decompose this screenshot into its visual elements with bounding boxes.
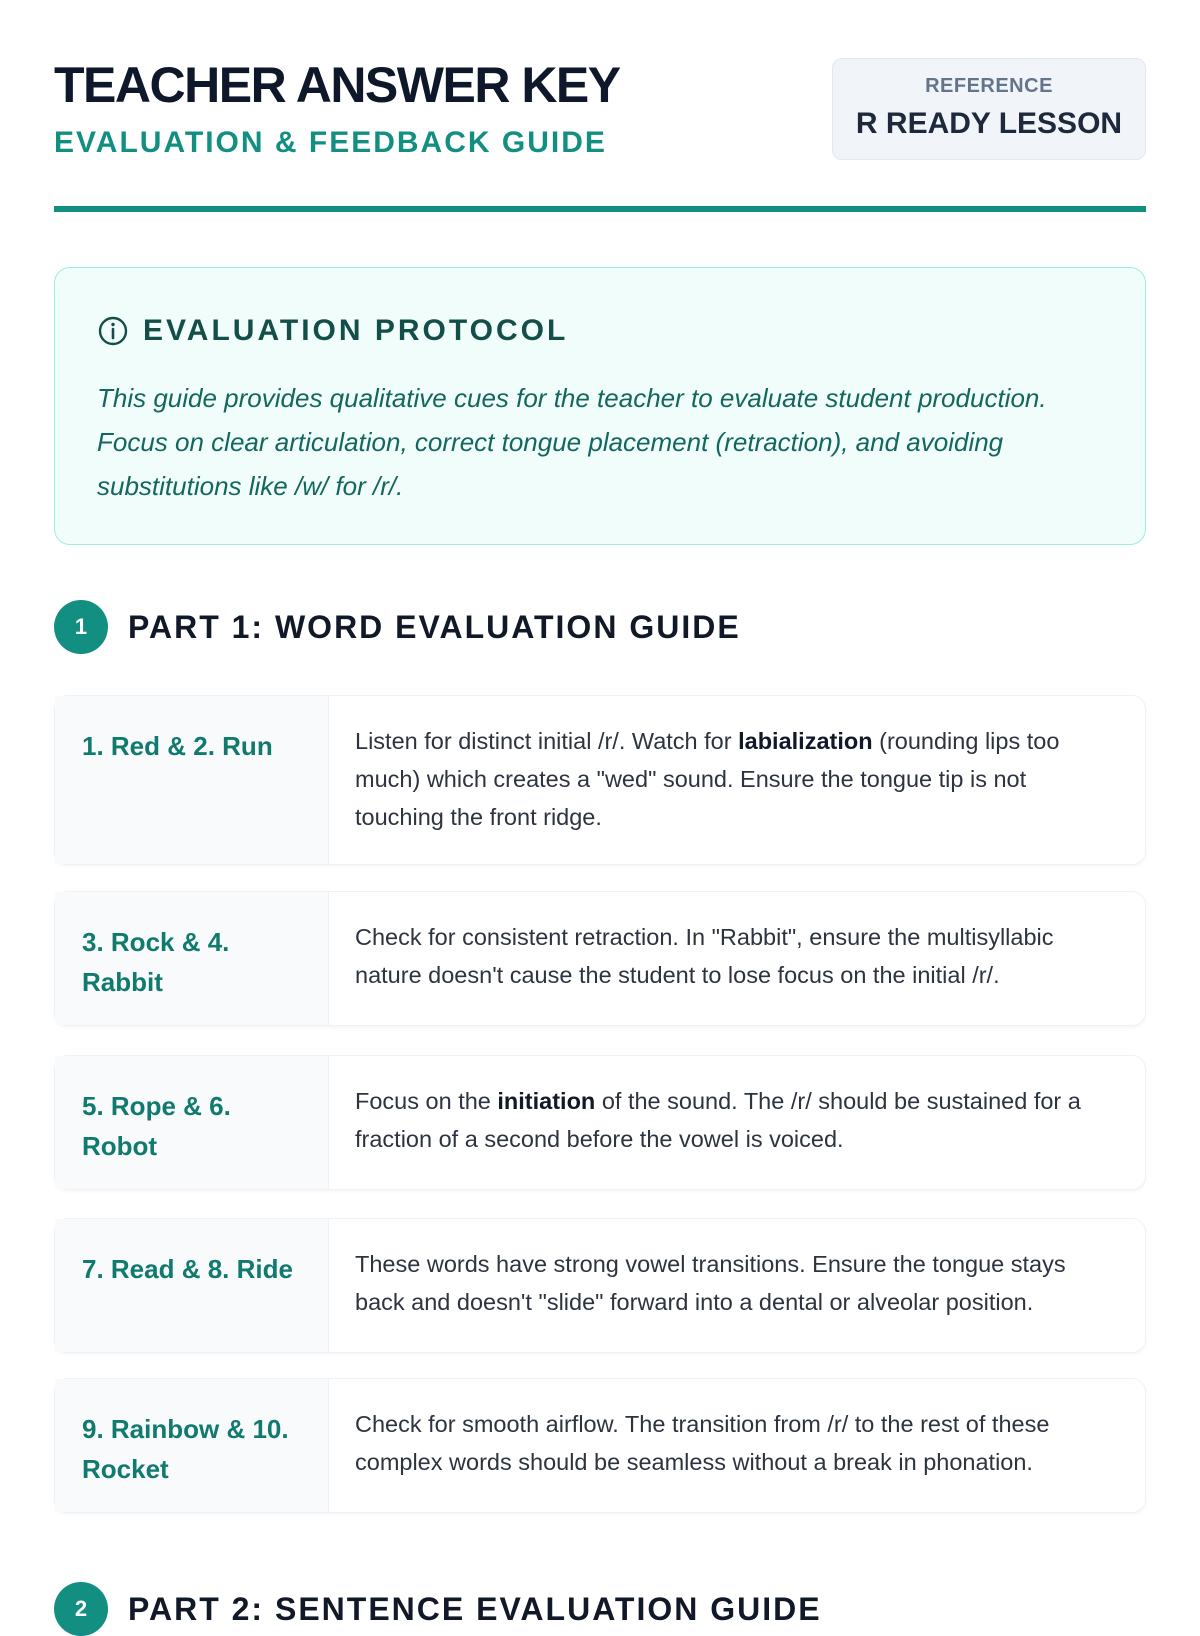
page-content	[54, 0, 1146, 1627]
reference-badge	[832, 58, 1146, 160]
evaluation-row-description	[329, 1379, 1145, 1512]
evaluation-row-description	[329, 696, 1145, 864]
evaluation-row-description	[329, 1219, 1145, 1352]
evaluation-row-description	[329, 1056, 1145, 1189]
description-text: Listen for distinct initial /r/. Watch for	[355, 728, 739, 754]
description-text: These words have strong vowel transitions. Ensure the tongue stays back and doesn't "slide" forward into a dental or alveolar position.	[355, 1251, 1066, 1315]
protocol-title: EVALUATION PROTOCOL	[143, 314, 569, 347]
evaluation-row	[54, 1218, 1146, 1353]
description-text: Focus on the	[355, 1088, 498, 1114]
protocol-text: This guide provides qualitative cues for the teacher to evaluate student production. Focus on clear articulation, correct tongue placement (retraction), and avoiding substitutions like /w/ for /r/.	[97, 383, 1047, 501]
evaluation-row	[54, 1055, 1146, 1190]
page-title: TEACHER ANSWER KEY	[54, 57, 620, 113]
evaluation-row	[54, 1378, 1146, 1513]
part1-title: PART 1: WORD EVALUATION GUIDE	[128, 608, 741, 645]
evaluation-row-words: 7. Read & 8. Ride	[55, 1219, 329, 1352]
reference-label: REFERENCE	[925, 75, 1053, 97]
evaluation-row-words: 5. Rope & 6. Robot	[55, 1056, 329, 1189]
description-text: of the sound. The /r/ should be sustained for a fraction of a second before the vowel is voiced.	[355, 1088, 1081, 1152]
evaluation-row-words: 3. Rock & 4. Rabbit	[55, 892, 329, 1025]
evaluation-row	[54, 891, 1146, 1026]
evaluation-row-words: 1. Red & 2. Run	[55, 696, 329, 864]
description-text: Check for consistent retraction. In "Rabbit", ensure the multisyllabic nature doesn't cause the student to lose focus on the initial /r/.	[355, 924, 1054, 988]
page-subtitle: EVALUATION & FEEDBACK GUIDE	[54, 126, 607, 159]
description-text: (rounding lips too much) which creates a "wed" sound. Ensure the tongue tip is not touching the front ridge.	[355, 728, 1060, 830]
part1-number-badge: 1	[54, 600, 108, 654]
evaluation-row-description	[329, 892, 1145, 1025]
evaluation-row	[54, 695, 1146, 865]
evaluation-protocol-box	[54, 267, 1146, 545]
page-header	[54, 0, 1146, 212]
description-emphasis: labialization	[738, 728, 873, 754]
evaluation-row-words: 9. Rainbow & 10. Rocket	[55, 1379, 329, 1512]
reference-value: R READY LESSON	[855, 107, 1123, 140]
description-emphasis: initiation	[497, 1088, 596, 1114]
part2-title: PART 2: SENTENCE EVALUATION GUIDE	[128, 1590, 822, 1627]
protocol-heading	[97, 314, 568, 348]
info-icon	[97, 315, 129, 347]
part2-heading	[54, 1582, 822, 1636]
part2-number-badge: 2	[54, 1582, 108, 1636]
header-divider	[54, 206, 1146, 212]
description-text: Check for smooth airflow. The transition from /r/ to the rest of these complex words should be seamless without a break in phonation.	[355, 1411, 1050, 1475]
part1-heading	[54, 600, 741, 654]
